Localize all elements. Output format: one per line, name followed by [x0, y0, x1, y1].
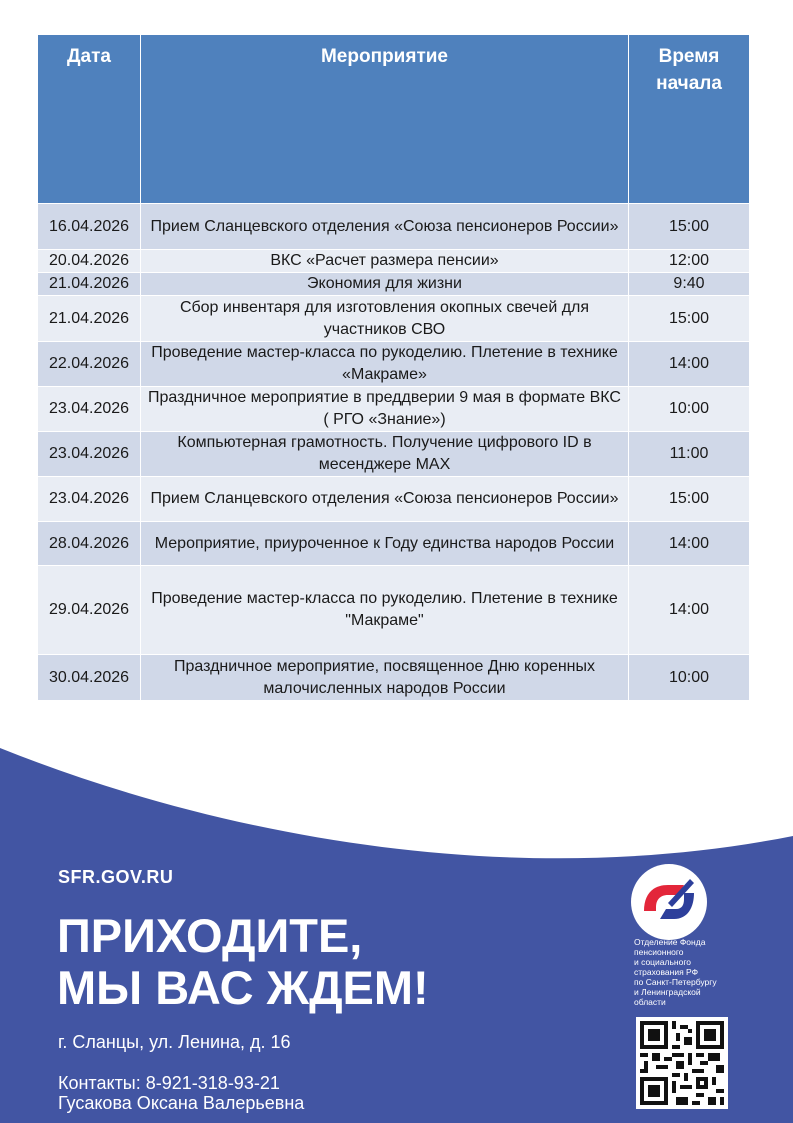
cell-event: Мероприятие, приуроченное к Году единства народов России	[141, 522, 629, 566]
cell-event: Прием Сланцевского отделения «Союза пенсионеров России»	[141, 477, 629, 522]
cell-time: 15:00	[629, 296, 750, 342]
cell-date: 29.04.2026	[38, 566, 141, 655]
cell-date: 20.04.2026	[38, 250, 141, 273]
cell-date: 30.04.2026	[38, 655, 141, 701]
cell-time: 9:40	[629, 273, 750, 296]
contact-person: Гусакова Оксана Валерьевна	[58, 1093, 305, 1113]
cell-time: 12:00	[629, 250, 750, 273]
org-line: Отделение Фонда	[634, 937, 706, 947]
cell-time: 11:00	[629, 432, 750, 477]
cell-time: 14:00	[629, 522, 750, 566]
org-line: и социального	[634, 957, 691, 967]
sfr-logo-icon	[630, 863, 708, 941]
contacts-block	[58, 1073, 304, 1113]
cell-event: Компьютерная грамотность. Получение цифрового ID в месенджере MAX	[141, 432, 629, 477]
table-row	[38, 432, 750, 477]
cell-date: 28.04.2026	[38, 522, 141, 566]
cell-event: Праздничное мероприятие в преддверии 9 мая в формате ВКС ( РГО «Знание»)	[141, 387, 629, 432]
cell-date: 16.04.2026	[38, 204, 141, 250]
table-row	[38, 387, 750, 432]
cell-time: 15:00	[629, 204, 750, 250]
organization-name	[634, 937, 744, 1007]
slogan	[57, 910, 527, 1014]
contacts-phone: Контакты: 8-921-318-93-21	[58, 1073, 280, 1093]
cell-time: 14:00	[629, 566, 750, 655]
cell-event: Экономия для жизни	[141, 273, 629, 296]
cell-date: 21.04.2026	[38, 273, 141, 296]
slogan-line-2: МЫ ВАС ЖДЕМ!	[57, 961, 429, 1014]
cell-event: Праздничное мероприятие, посвященное Дню коренных малочисленных народов России	[141, 655, 629, 701]
header-time: Время начала	[629, 35, 750, 204]
cell-time: 14:00	[629, 342, 750, 387]
site-link[interactable]: SFR.GOV.RU	[58, 867, 174, 887]
table-row	[38, 655, 750, 701]
cell-date: 23.04.2026	[38, 477, 141, 522]
cell-date: 22.04.2026	[38, 342, 141, 387]
cell-event: Сбор инвентаря для изготовления окопных свечей для участников СВО	[141, 296, 629, 342]
address: г. Сланцы, ул. Ленина, д. 16	[58, 1032, 291, 1052]
table-row	[38, 296, 750, 342]
qr-code-icon[interactable]	[636, 1017, 728, 1109]
cell-date: 23.04.2026	[38, 387, 141, 432]
table-row	[38, 477, 750, 522]
table-row	[38, 566, 750, 655]
cell-time: 10:00	[629, 655, 750, 701]
cell-date: 23.04.2026	[38, 432, 141, 477]
table-row	[38, 204, 750, 250]
cell-time: 10:00	[629, 387, 750, 432]
table-row	[38, 250, 750, 273]
org-line: по Санкт-Петербургу	[634, 977, 717, 987]
table-row	[38, 342, 750, 387]
cell-time: 15:00	[629, 477, 750, 522]
org-line: страхования РФ	[634, 967, 699, 977]
cell-event: Проведение мастер-класса по рукоделию. Плетение в технике «Макраме»	[141, 342, 629, 387]
cell-event: Проведение мастер-класса по рукоделию. Плетение в технике "Макраме"	[141, 566, 629, 655]
schedule-table	[37, 34, 750, 701]
cell-event: Прием Сланцевского отделения «Союза пенсионеров России»	[141, 204, 629, 250]
header-date: Дата	[38, 35, 141, 204]
table-row	[38, 273, 750, 296]
table-row	[38, 522, 750, 566]
org-line: области	[634, 997, 666, 1007]
org-line: и Ленинградской	[634, 987, 701, 997]
footer-banner	[0, 740, 793, 1123]
slogan-line-1: ПРИХОДИТЕ,	[57, 909, 363, 962]
cell-date: 21.04.2026	[38, 296, 141, 342]
table-header-row	[38, 35, 750, 204]
cell-event: ВКС «Расчет размера пенсии»	[141, 250, 629, 273]
header-event: Мероприятие	[141, 35, 629, 204]
org-line: пенсионного	[634, 947, 684, 957]
